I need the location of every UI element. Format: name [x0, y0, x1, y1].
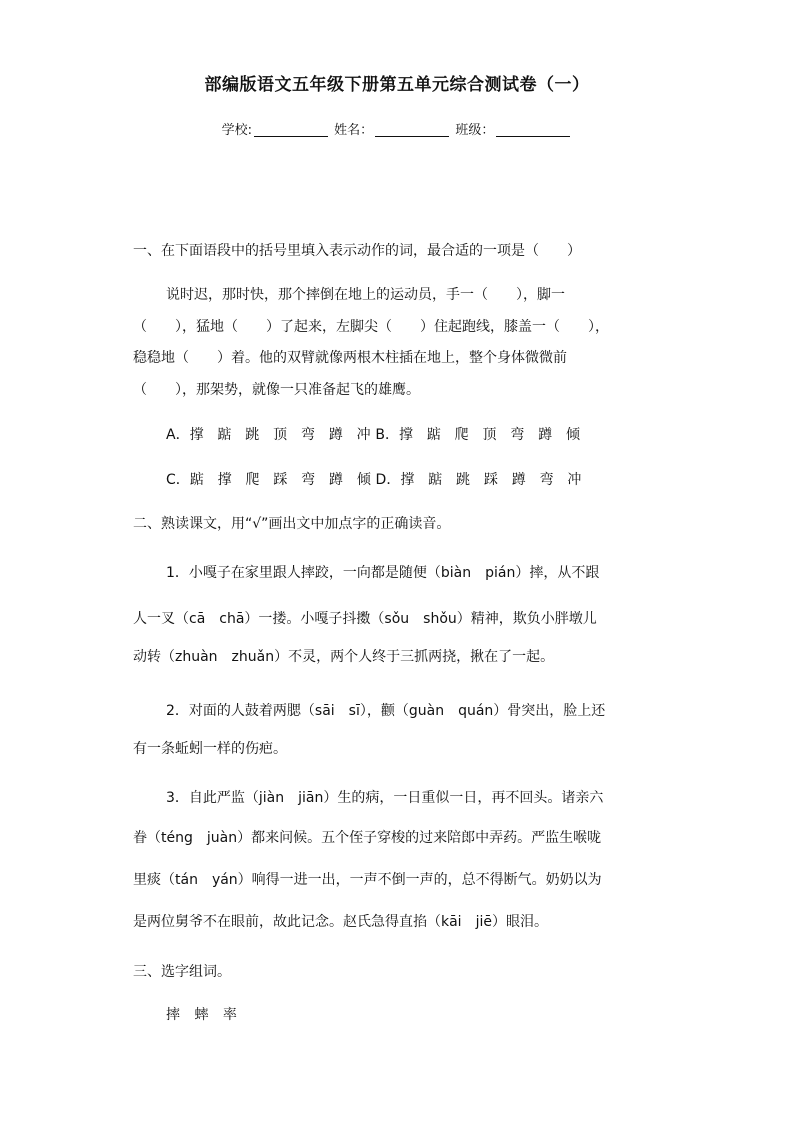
- q2-item3-line: 里痰（tán yán）响得一进一出，一声不倒一声的，总不得断气。奶奶以为: [133, 872, 602, 888]
- q2-item3-line: 眷（téng juàn）都来问候。五个侄子穿梭的过来陪郎中弄药。严监生喉咙: [133, 830, 602, 846]
- name-blank[interactable]: [375, 122, 449, 137]
- option-text: 撑 踮 爬 顶 弯 蹲 倾: [398, 427, 581, 443]
- option-label: C．: [166, 472, 190, 488]
- q1-options-row-1: [166, 424, 580, 444]
- page-title: 部编版语文五年级下册第五单元综合测试卷（一）: [204, 75, 590, 95]
- q1-heading: 一、在下面语段中的括号里填入表示动作的词，最合适的一项是（ ）: [133, 243, 581, 259]
- q3-char-options: 摔 蟀 率: [166, 1007, 237, 1023]
- class-label: 班级：: [455, 123, 495, 138]
- q1-passage-line: （ ），那架势，就像一只准备起飞的雄鹰。: [133, 382, 420, 398]
- q3-heading: 三、选字组词。: [133, 964, 231, 980]
- q2-heading: 二、熟读课文，用“√”画出文中加点字的正确读音。: [133, 516, 451, 532]
- q2-item1-line: 动转（zhuàn zhuǎn）不灵，两个人终于三抓两挠，揪在了一起。: [133, 649, 555, 665]
- option-a[interactable]: [166, 424, 371, 444]
- school-label: 学校:: [221, 123, 253, 138]
- q1-passage-line: 稳稳地（ ）着。他的双臂就像两根木柱插在地上，整个身体微微前: [133, 350, 567, 366]
- q1-passage-line: 说时迟，那时快，那个摔倒在地上的运动员，手一（ ），脚一: [166, 287, 565, 303]
- option-text: 撑 踮 跳 踩 蹲 弯 冲: [400, 472, 582, 488]
- option-b[interactable]: [375, 424, 580, 444]
- q2-item2-line: 2．对面的人鼓着两腮（sāi sī），颧（guàn quán）骨突出，脸上还: [166, 703, 606, 719]
- option-c[interactable]: [166, 469, 371, 489]
- q2-item1-line: 人一叉（cā chā）一搂。小嘎子抖擞（sǒu shǒu）精神，欺负小胖墩儿: [133, 611, 597, 627]
- q2-item3-line: 是两位舅爷不在眼前，故此记念。赵氏急得直掐（kāi jiē）眼泪。: [133, 914, 548, 930]
- q2-item3-line: 3．自此严监（jiàn jiān）生的病，一日重似一日，再不回头。诸亲六: [166, 790, 604, 806]
- option-label: D．: [375, 472, 401, 488]
- q2-item1-line: 1．小嘎子在家里跟人摔跤，一向都是随便（biàn pián）摔，从不跟: [166, 565, 600, 581]
- option-text: 踮 撑 爬 踩 弯 蹲 倾: [189, 472, 372, 488]
- q1-passage-line: （ ），猛地（ ）了起来，左脚尖（ ）住起跑线，膝盖一（ ），: [133, 319, 609, 335]
- option-text: 撑 踮 跳 顶 弯 蹲 冲: [189, 427, 371, 443]
- student-info-line: [0, 119, 794, 138]
- option-label: A．: [166, 427, 190, 443]
- option-label: B．: [375, 427, 399, 443]
- option-d[interactable]: [376, 469, 582, 489]
- name-label: 姓名：: [334, 123, 374, 138]
- class-blank[interactable]: [496, 122, 570, 137]
- q1-options-row-2: [166, 469, 582, 489]
- q2-item2-line: 有一条蚯蚓一样的伤疤。: [133, 741, 287, 757]
- school-blank[interactable]: [254, 122, 328, 137]
